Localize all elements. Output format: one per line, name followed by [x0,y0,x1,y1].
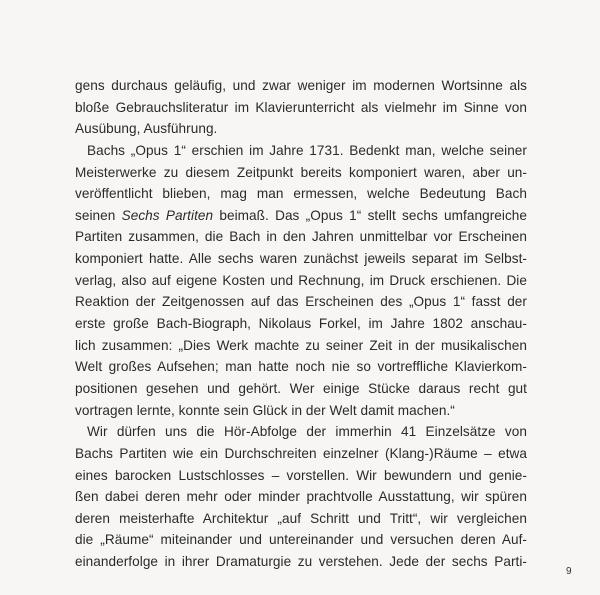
text-line [75,551,527,573]
text-line [75,118,527,140]
text-line [75,508,527,530]
text-line [75,248,527,270]
text-line [75,183,527,205]
text-segment: Partiten zusammen, die Bach in den Jahren unmittelbar vor Erscheinen [75,229,527,245]
text-line [75,529,527,551]
text-segment: erste große Bach-Biograph, Nikolaus Forkel, im Jahre 1802 anschau- [75,316,527,332]
text-segment: die „Räume“ miteinander und untereinander und versuchen deren Auf- [75,532,527,548]
text-segment: einanderfolge in ihrer Dramaturgie zu verstehen. Jede der sechs Parti- [75,554,527,570]
text-line [75,313,527,335]
text-segment: verlag, also auf eigene Kosten und Rechnung, im Druck erschienen. Die [75,272,527,288]
text-segment: komponiert hatte. Alle sechs waren zunächst jeweils separat im Selbst- [75,251,527,267]
text-segment: positionen gesehen und gehört. Wer einige Stücke daraus recht gut [75,380,527,396]
text-segment: eines barocken Lustschlosses – vorstellen. Wir bewundern und genie- [75,467,527,483]
text-segment: Reaktion der Zeitgenossen auf das Erscheinen des „Opus 1“ fasst der [75,294,527,310]
text-segment: Welt großes Aufsehen; man hatte noch nie so vortreffliche Klavierkom- [75,359,527,375]
text-segment: vortragen lernte, konnte sein Glück in der Welt damit machen.“ [75,402,455,418]
text-line [75,97,527,119]
text-segment: Bachs „Opus 1“ erschien im Jahre 1731. Bedenkt man, welche seiner [87,142,527,158]
body-text [75,75,527,573]
text-segment: deren meisterhafte Architektur „auf Schritt und Tritt“, wir vergleichen [75,510,527,526]
text-line [75,400,527,422]
text-line [75,140,527,162]
text-segment: Ausübung, Ausführung. [75,121,218,137]
text-line [75,270,527,292]
text-segment: Wir dürfen uns die Hör-Abfolge der immerhin 41 Einzelsätze von [87,424,527,440]
text-segment: veröffentlicht blieben, mag man ermessen, welche Bedeutung Bach [75,186,527,202]
page-number: 9 [566,566,572,577]
text-segment: bloße Gebrauchsliteratur im Klavierunterricht als vielmehr im Sinne von [75,99,527,115]
text-segment: seinen [75,207,122,223]
text-segment: lich zusammen: „Dies Werk machte zu seiner Zeit in der musikalischen [75,337,527,353]
text-line [75,443,527,465]
text-segment: ßen dabei deren mehr oder minder prachtvolle Ausstattung, wir spüren [75,489,527,505]
text-line [75,162,527,184]
text-segment: Bachs Partiten wie ein Durchschreiten einzelner (Klang-)Räume – etwa [75,445,527,461]
text-line [75,226,527,248]
text-line [75,205,527,227]
text-line [75,75,527,97]
text-segment: beimaß. Das „Opus 1“ stellt sechs umfangreiche [213,207,528,223]
text-line [75,291,527,313]
text-line [75,356,527,378]
text-line [75,421,527,443]
text-line [75,465,527,487]
text-segment: Meisterwerke zu diesem Zeitpunkt bereits komponiert waren, aber un- [75,164,527,180]
text-segment: gens durchaus geläufig, und zwar weniger im modernen Wortsinne als [75,78,527,93]
italic-title: Sechs Partiten [121,207,214,223]
text-line [75,486,527,508]
text-line [75,335,527,357]
text-line [75,378,527,400]
